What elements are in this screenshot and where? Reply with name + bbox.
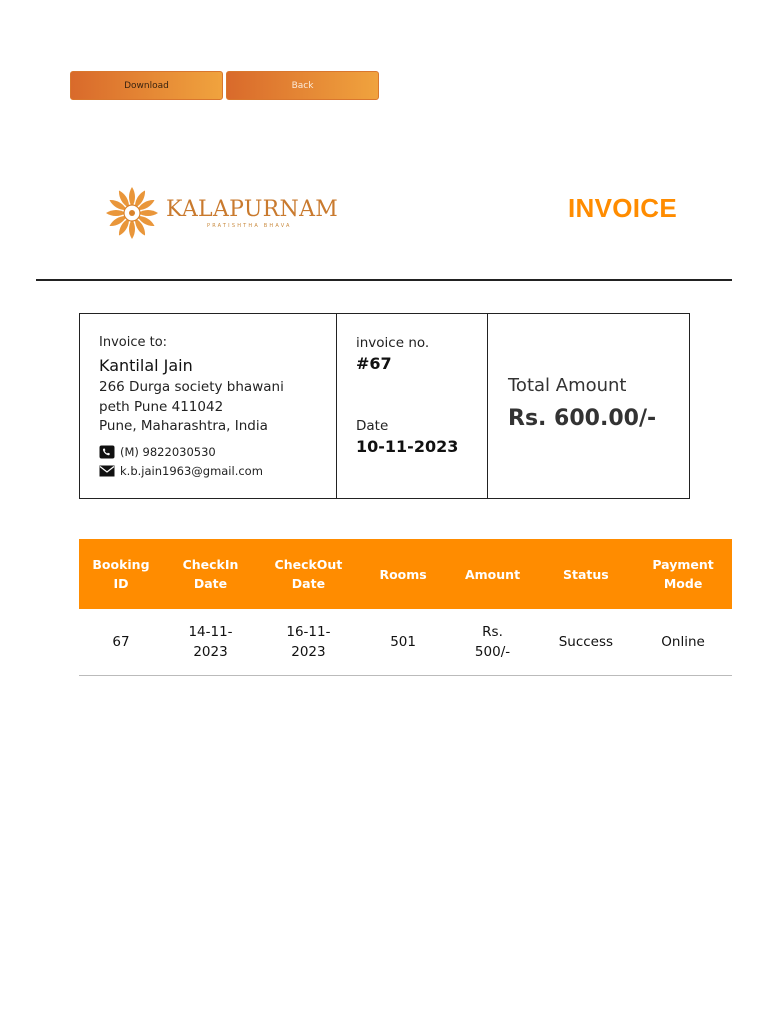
brand-logo [104, 185, 339, 243]
table-header-row [79, 539, 732, 609]
column-header: Booking ID [79, 539, 163, 609]
invoice-date-label: Date [356, 418, 389, 434]
column-header: Payment Mode [634, 539, 732, 609]
customer-phone: (M) 9822030530 [120, 445, 216, 459]
phone-icon [99, 445, 115, 459]
invoice-to-label: Invoice to: [99, 335, 168, 350]
total-amount: Rs. 600.00/- [508, 406, 657, 431]
invoice-number: #67 [356, 354, 392, 373]
customer-email: k.b.jain1963@gmail.com [120, 464, 263, 478]
booking-table [79, 539, 732, 676]
table-cell: 67 [79, 609, 163, 676]
brand-name: KALAPURNAM [166, 197, 339, 222]
address-line: peth Pune 411042 [99, 399, 224, 415]
table-cell: 14-11- 2023 [163, 609, 258, 676]
brand-tagline: PRATISHTHA BHAVA [207, 223, 292, 229]
lotus-emblem-icon [104, 185, 160, 241]
page-title: INVOICE [568, 193, 678, 223]
column-divider [336, 314, 337, 498]
column-header: CheckOut Date [258, 539, 359, 609]
email-icon [99, 464, 115, 478]
total-amount-label: Total Amount [508, 375, 627, 396]
invoice-info-box [79, 313, 690, 499]
download-button[interactable]: Download [70, 71, 223, 100]
address-line: Pune, Maharashtra, India [99, 418, 268, 434]
table-cell: 501 [359, 609, 448, 676]
table-cell: Success [538, 609, 635, 676]
invoice-date: 10-11-2023 [356, 437, 459, 456]
column-header: Status [538, 539, 635, 609]
column-header: Rooms [359, 539, 448, 609]
address-line: 266 Durga society bhawani [99, 379, 284, 395]
column-header: CheckIn Date [163, 539, 258, 609]
invoice-number-label: invoice no. [356, 335, 430, 351]
back-button[interactable]: Back [226, 71, 379, 100]
table-cell: Online [634, 609, 732, 676]
header-divider [36, 279, 732, 281]
customer-name: Kantilal Jain [99, 356, 193, 375]
table-cell: 16-11- 2023 [258, 609, 359, 676]
column-divider [487, 314, 488, 498]
table-cell: Rs. 500/- [447, 609, 537, 676]
table-row [79, 609, 732, 676]
column-header: Amount [447, 539, 537, 609]
